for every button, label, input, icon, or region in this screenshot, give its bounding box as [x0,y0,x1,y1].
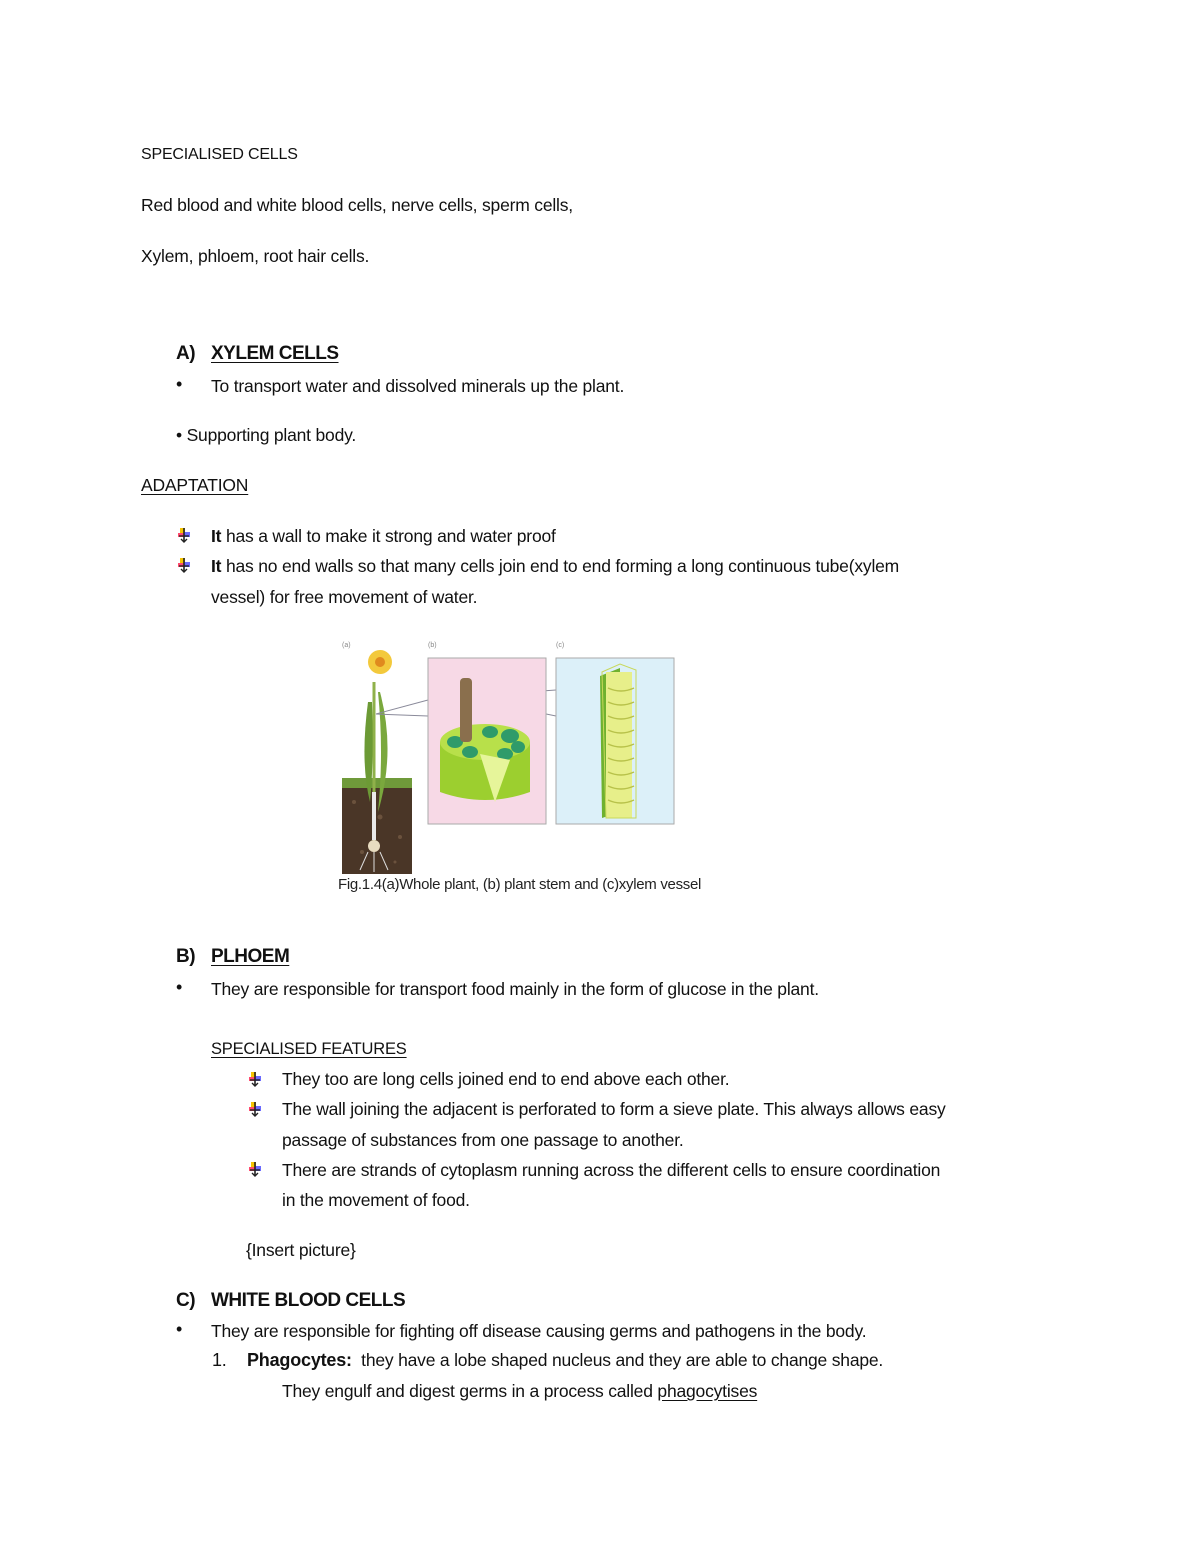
intro-line-1: Red blood and white blood cells, nerve cells, sperm cells, [141,195,573,215]
feature-item-2-cont: passage of substances from one passage to another. [282,1130,684,1150]
down-arrow-bullet-icon [248,1071,262,1087]
section-c-letter: C) [176,1290,196,1311]
adaptation-item-1: It has a wall to make it strong and water proof [211,526,556,546]
numbered-item-number: 1. [212,1350,227,1370]
bullet-icon: • [176,1319,183,1339]
down-arrow-bullet-icon [177,527,191,543]
bullet-icon: • [176,977,183,997]
insert-picture-placeholder: {Insert picture} [246,1240,356,1260]
bullet-icon: • [176,374,183,394]
down-arrow-bullet-icon [248,1101,262,1117]
section-b-title: PLHOEM [211,946,290,967]
section-a-title: XYLEM CELLS [211,343,339,364]
feature-item-3-cont: in the movement of food. [282,1190,470,1210]
figure-label-b: (b) [428,642,437,649]
section-c-bullet-1: They are responsible for fighting off disease causing germs and pathogens in the body. [211,1321,867,1341]
document-title: SPECIALISED CELLS [141,146,298,163]
feature-item-1: They too are long cells joined end to end above each other. [282,1069,730,1089]
plant-illustration [340,642,760,878]
xylem-figure [340,642,760,878]
numbered-item-1: Phagocytes: they have a lobe shaped nucleus and they are able to change shape. [247,1350,884,1370]
adaptation-item-2-cont: vessel) for free movement of water. [211,587,478,607]
adaptation-heading: ADAPTATION [141,475,249,495]
section-a-bullet-1: To transport water and dissolved minerals up the plant. [211,376,625,396]
feature-item-3: There are strands of cytoplasm running across the different cells to ensure coordination [282,1160,941,1180]
section-b-bullet-1: They are responsible for transport food mainly in the form of glucose in the plant. [211,979,819,999]
down-arrow-bullet-icon [248,1161,262,1177]
section-a-letter: A) [176,343,196,364]
figure-label-c: (c) [556,642,565,649]
specialised-features-heading: SPECIALISED FEATURES [211,1040,407,1058]
section-c-title: WHITE BLOOD CELLS [211,1290,406,1311]
adaptation-item-2: It has no end walls so that many cells join end to end forming a long continuous tube(xylem [211,556,900,576]
figure-caption: Fig.1.4(a)Whole plant, (b) plant stem and (c)xylem vessel [338,876,702,893]
down-arrow-bullet-icon [177,557,191,573]
feature-item-2: The wall joining the adjacent is perforated to form a sieve plate. This always allows easy [282,1099,946,1119]
section-b-letter: B) [176,946,196,967]
intro-line-2: Xylem, phloem, root hair cells. [141,246,370,266]
numbered-item-1-cont: They engulf and digest germs in a process called phagocytises [282,1381,758,1401]
figure-label-a: (a) [342,642,351,649]
section-a-bullet-2: • Supporting plant body. [176,425,357,445]
